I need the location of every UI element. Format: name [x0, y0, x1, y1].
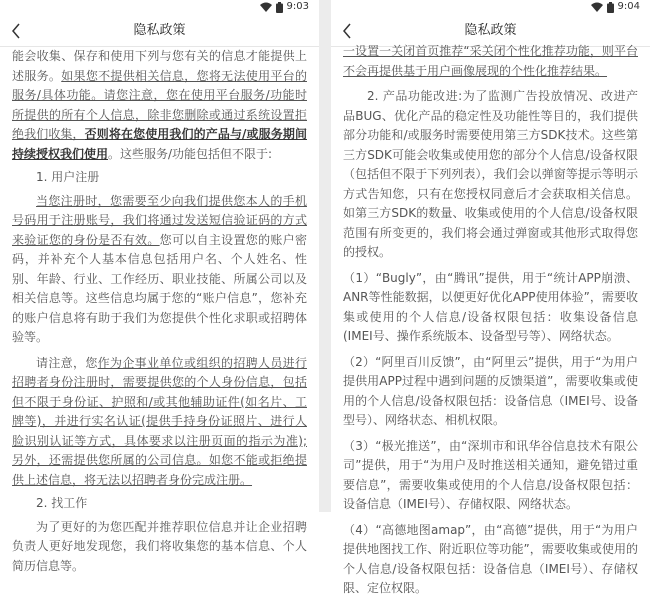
sdk-item: （3）“极光推送”，由“深圳市和讯华谷信息技术有限公司”提供，用于“为用户及时推送相关通知，避免错过重要信息”，需要收集或使用的个人信息/设备权限包括：设备信息（IMEI号）、存储权限、网络状态。: [343, 438, 638, 511]
text-span: 作为企事业单位或组织的招聘人员进行招聘者身份注册时，需要提供您的个人身份信息，包括但不限于身份证、护照和/或其他辅助证件(如名片、工牌等)，并进行实名认证(提供手持身份证照片、进行人脸识别认证等方式，具体要求以注册页面的指示为准);另外，还需提供您所属的公司信息。如您不能或拒绝提供上述信息，将无法以招聘者身份完成注册。: [12, 355, 307, 487]
section-heading: 1. 用户注册: [36, 170, 100, 184]
page-title: 隐私政策: [464, 23, 517, 38]
status-bar: [331, 0, 650, 15]
status-time: 9:04: [617, 1, 640, 12]
paragraph: [12, 192, 307, 348]
screen-divider: [319, 0, 331, 512]
battery-icon: [276, 2, 283, 13]
paragraph: 一设置一关闭首页推荐“采关闭个性化推荐功能，则平台不会再提供基于用户画像展现的个性化推荐结果。: [343, 44, 638, 78]
right-screen: [331, 0, 650, 595]
text-span: 如果您不提供相关信息，您将无法使用平台的服务/具体功能。请您注意，您在使用平台服务/功能时所提供的所有个人信息，除非您删除或通过系统设置拒绝我们收集，: [12, 68, 307, 141]
status-time: 9:03: [286, 1, 309, 12]
text-span: 能会收集、保存和使用下列与您有关的信息才能提供上述服务。: [12, 49, 307, 83]
sdk-item: （1）“Bugly”，由“腾讯”提供，用于“统计APP崩溃、ANR等性能数据，以便更好优化APP使用体验”，需要收集或使用的个人信息/设备权限包括：收集设备信息(IMEI号、操作系统版本、设备型号等）、网络状态。: [343, 270, 638, 343]
nav-bar: [0, 15, 319, 47]
text-span: 当您注册时，您需要至少向我们提供您本人的手机号码用于注册账号，我们将通过发送短信验证码的方式来验证您的身份是否有效。: [12, 193, 307, 247]
text-span: 请注意，您: [36, 355, 98, 370]
text-span: 您可以自主设置您的账户密码，并补充个人基本信息包括用户名、个人姓名、性别、年龄、行业、工作经历、职业技能、所属公司以及相关信息等。这些信息均属于您的“账户信息”，您补充的账户信息将有助于我们为您提供个性化求职或招聘体验等。: [12, 232, 307, 344]
sdk-item: （4）“高德地图amap”，由“高德”提供，用于“为用户提供地图找工作、附近职位等功能”，需要收集或使用的个人信息/设备权限包括：设备信息（IMEI号）、存储权限、定位权限。: [343, 522, 638, 595]
policy-content[interactable]: [343, 40, 638, 599]
battery-icon: [607, 2, 614, 13]
bold-text: 否则将在您使用我们的产品与/或服务期间持续授权我们使用: [12, 127, 307, 161]
section-heading: 2. 找工作: [36, 496, 88, 510]
paragraph: 为了更好的为您匹配并推荐职位信息并让企业招聘负责人更好地发现您，我们将收集您的基本信息、个人简历信息等。: [12, 519, 307, 573]
paragraph: 2. 产品功能改进:为了监测广告投放情况、改进产品BUG、优化产品的稳定性及功能性等目的，我们提供部分功能和/或服务时需要使用第三方SDK技术。这些第三方SDK可能会收集或使用您的部分个人信息/设备权限（包括但不限于下列列表），我们会以弹窗等提示等明示方式告知您，只有在您授权同意后才会获取相关信息。如第三方SDK的数量、收集或使用的个人信息/设备权限范围有所变更的，我们将会通过弹窗或其他形式取得您的授权。: [343, 89, 638, 259]
page-title: 隐私政策: [133, 23, 186, 38]
policy-content[interactable]: [12, 47, 307, 576]
sdk-item: （2）“阿里百川反馈”，由“阿里云”提供，用于“为用户提供用APP过程中遇到问题的反馈渠道”，需要收集或使用的个人信息/设备权限包括：设备信息（IMEI号、设备型号）、网络状态、相机权限。: [343, 354, 638, 427]
text-span: 。这些服务/功能包括但不限于:: [108, 146, 273, 161]
left-screen: [0, 0, 319, 573]
paragraph: [12, 354, 307, 491]
wifi-icon: [260, 2, 272, 12]
wifi-icon: [591, 2, 603, 12]
status-bar: [0, 0, 319, 15]
paragraph: [12, 47, 307, 164]
